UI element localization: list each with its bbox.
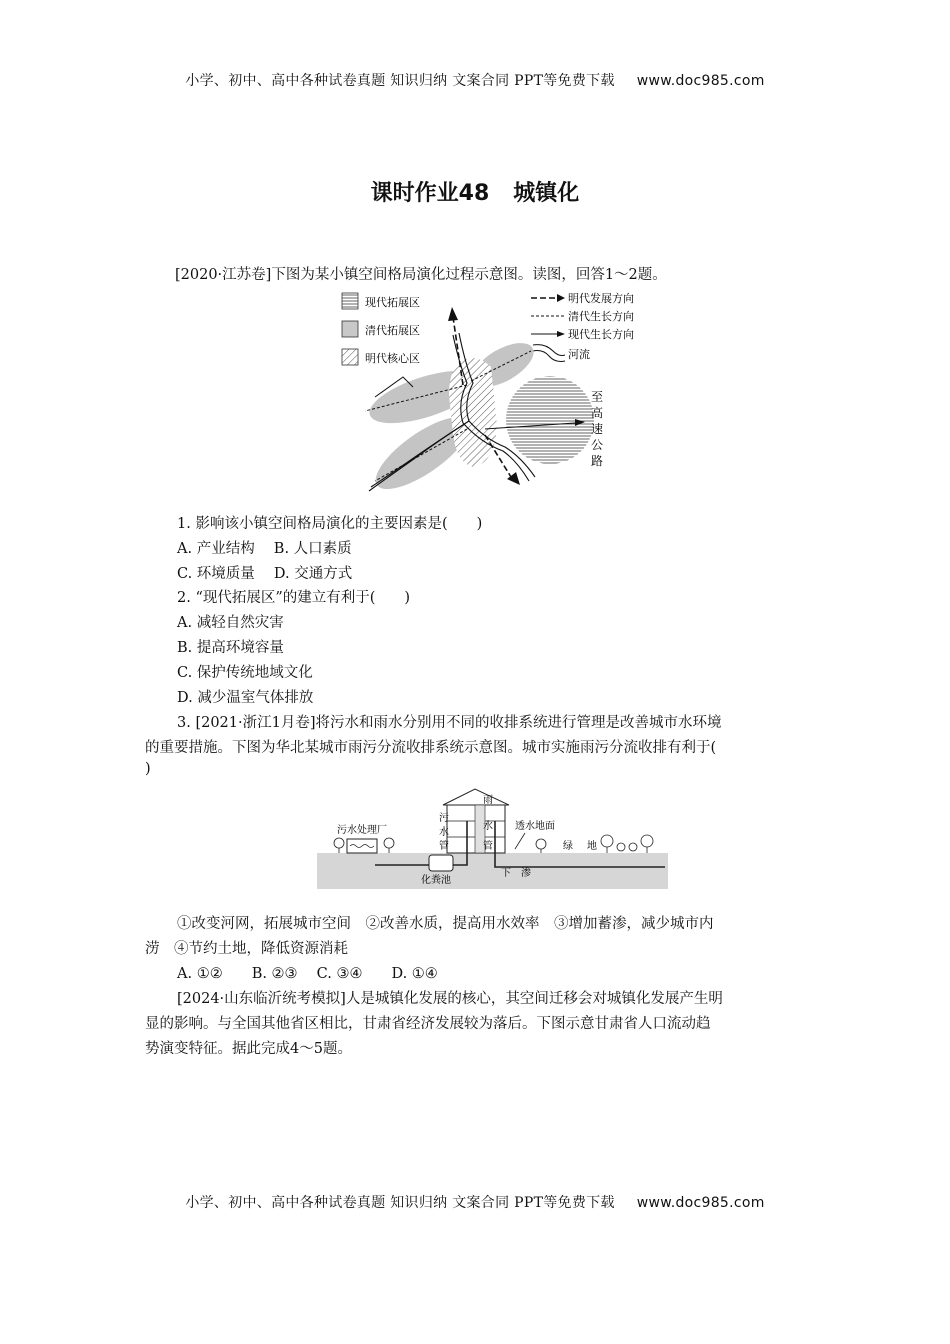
septic-tank-label: 化粪池: [421, 875, 451, 886]
question-2-option-c: C. 保护传统地域文化: [177, 665, 313, 681]
legend-ming-direction: 明代发展方向: [568, 292, 634, 305]
sewage-pipe-label-3: 管: [439, 841, 449, 852]
rain-pipe-label-2: 水: [483, 821, 493, 832]
header-text: 小学、初中、高中各种试卷真题 知识归纳 文案合同 PPT等免费下载: [185, 73, 615, 89]
title-main: 课时作业48: [370, 181, 490, 206]
legend-qing-swatch: [342, 321, 358, 337]
question-3-statements-1: ①改变河网，拓展城市空间 ②改善水质，提高用水效率 ③增加蓄渗，减少城市内: [177, 916, 714, 932]
permeable-ground-label: 透水地面: [515, 821, 555, 832]
legend-modern-direction: 现代生长方向: [568, 328, 634, 341]
title-sub: 城镇化: [513, 181, 580, 206]
question-2-stem: 2. “现代拓展区”的建立有利于( ): [177, 590, 411, 606]
question-1-options-ab: A. 产业结构 B. 人口素质: [177, 541, 352, 557]
question-3-line-3: ): [145, 761, 151, 777]
question-3-statements-2: 涝 ④节约土地，降低资源消耗: [145, 941, 348, 957]
seepage-label-1: 下: [501, 868, 511, 879]
ground: [317, 853, 668, 889]
question-2-option-b: B. 提高环境容量: [177, 640, 284, 656]
sewage-pipe-label-1: 污: [439, 813, 449, 824]
highway-label-1: 至: [591, 390, 604, 404]
green-land-label-1: 绿: [563, 841, 573, 852]
town-evolution-map: [335, 285, 655, 495]
question-2-option-d: D. 减少温室气体排放: [177, 690, 314, 706]
legend-river: 河流: [568, 348, 590, 361]
sewage-plant-label: 污水处理厂: [337, 825, 387, 836]
question-1-options-cd: C. 环境质量 D. 交通方式: [177, 566, 353, 582]
rain-sewage-diagram: [315, 783, 670, 891]
question-1-stem: 1. 影响该小镇空间格局演化的主要因素是( ): [177, 516, 483, 532]
legend-ming-label: 明代核心区: [365, 352, 420, 365]
footer-url[interactable]: www.doc985.com: [636, 1195, 765, 1211]
rain-pipe-label-3: 管: [483, 841, 493, 852]
highway-label-3: 速: [591, 422, 604, 436]
highway-label-2: 高: [591, 406, 604, 420]
question-3-line-2: 的重要措施。下图为华北某城市雨污分流收排系统示意图。城市实施雨污分流收排有利于(: [145, 740, 717, 756]
septic-tank: [429, 855, 453, 871]
intro-1: [2020·江苏卷]下图为某小镇空间格局演化过程示意图。读图，回答1～2题。: [175, 267, 667, 283]
intro-2-line-3: 势演变特征。据此完成4～5题。: [145, 1041, 352, 1057]
page-header: [0, 70, 950, 90]
legend-modern-swatch: [342, 293, 358, 309]
legend-qing-label: 清代拓展区: [365, 324, 420, 337]
sewage-pipe-label-2: 水: [439, 827, 449, 838]
building-roof: [443, 789, 509, 805]
seepage-label-2: 渗: [521, 868, 531, 879]
page-footer: [0, 1192, 950, 1212]
question-2-option-a: A. 减轻自然灾害: [177, 615, 284, 631]
highway-label-4: 公: [591, 438, 604, 452]
footer-text: 小学、初中、高中各种试卷真题 知识归纳 文案合同 PPT等免费下载: [185, 1195, 615, 1211]
intro-2-line-2: 显的影响。与全国其他省区相比，甘肃省经济发展较为落后。下图示意甘肃省人口流动趋: [145, 1016, 711, 1032]
legend-qing-direction: 清代生长方向: [568, 310, 634, 323]
rain-pipe-label-1: 雨: [483, 795, 493, 806]
header-url[interactable]: www.doc985.com: [636, 73, 765, 89]
legend-ming-swatch: [342, 349, 358, 365]
legend-modern-label: 现代拓展区: [365, 296, 420, 309]
page-title: [0, 176, 950, 207]
modern-expansion-zone: [506, 376, 594, 464]
question-3-answers: A. ①② B. ②③ C. ③④ D. ①④: [177, 966, 438, 982]
question-3-line-1: 3. [2021·浙江1月卷]将污水和雨水分别用不同的收排系统进行管理是改善城市水环境: [177, 715, 722, 731]
highway-label-5: 路: [591, 454, 604, 468]
intro-2-line-1: [2024·山东临沂统考模拟]人是城镇化发展的核心，其空间迁移会对城镇化发展产生明: [177, 991, 723, 1007]
green-land-label-2: 地: [587, 841, 597, 852]
